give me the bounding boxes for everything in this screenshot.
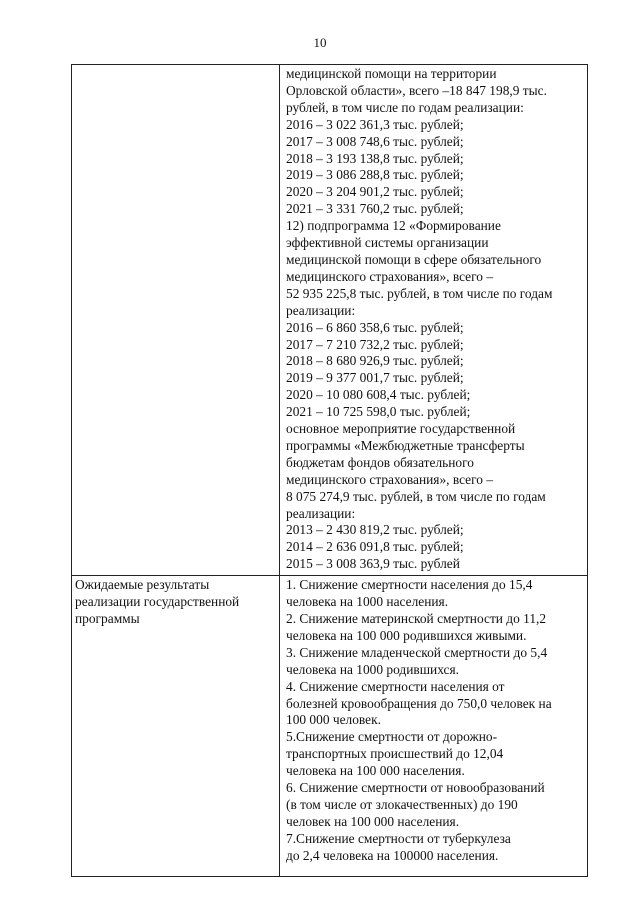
text-line: 7.Снижение смертности от туберкулеза bbox=[286, 830, 511, 846]
text-line: человека на 100 000 населения. bbox=[286, 763, 465, 779]
text-line: человек на 100 000 населения. bbox=[286, 813, 460, 829]
text-line: медицинской помощи на территории bbox=[286, 66, 497, 81]
text-line: реализации государственной bbox=[75, 594, 240, 610]
text-line: 2020 – 10 080 608,4 тыс. рублей; bbox=[286, 387, 471, 403]
text-line: болезней кровообращения до 750,0 человек на bbox=[286, 695, 552, 711]
page-number: 10 bbox=[313, 35, 327, 50]
results-label-cell bbox=[72, 576, 280, 877]
text-line: 2019 – 9 377 001,7 тыс. рублей; bbox=[286, 370, 464, 386]
text-line: человека на 1000 родившихся. bbox=[286, 661, 459, 677]
table-row-funding bbox=[72, 65, 588, 576]
text-line: 2018 – 3 193 138,8 тыс. рублей; bbox=[286, 150, 464, 166]
text-line: человека на 100 000 родившихся живыми. bbox=[286, 627, 527, 643]
text-line: 6. Снижение смертности от новообразований bbox=[286, 780, 545, 796]
text-line: 1. Снижение смертности населения до 15,4 bbox=[286, 577, 533, 593]
funding-text bbox=[280, 65, 587, 575]
text-line: 2021 – 3 331 760,2 тыс. рублей; bbox=[286, 201, 464, 217]
text-line: 100 000 человек. bbox=[286, 712, 381, 728]
text-line: рублей, в том числе по годам реализации: bbox=[286, 99, 524, 115]
text-line: 2. Снижение материнской смертности до 11,2 bbox=[286, 611, 547, 626]
text-line: бюджетам фондов обязательного bbox=[286, 454, 474, 470]
text-line: 52 935 225,8 тыс. рублей, в том числе по годам bbox=[286, 285, 553, 301]
text-line: реализации: bbox=[286, 302, 356, 318]
text-line: 2014 – 2 636 091,8 тыс. рублей; bbox=[286, 539, 464, 555]
text-line: 2020 – 3 204 901,2 тыс. рублей; bbox=[286, 184, 464, 200]
text-line: 2021 – 10 725 598,0 тыс. рублей; bbox=[286, 404, 471, 420]
text-line: эффективной системы организации bbox=[286, 235, 489, 251]
text-line: 2019 – 3 086 288,8 тыс. рублей; bbox=[286, 167, 464, 183]
text-line: 5.Снижение смертности от дорожно- bbox=[286, 729, 498, 745]
text-line: реализации: bbox=[286, 505, 356, 521]
text-line: 2018 – 8 680 926,9 тыс. рублей; bbox=[286, 353, 464, 369]
text-line: программы «Межбюджетные трансферты bbox=[286, 437, 525, 453]
text-line: Орловской области», всего –18 847 198,9 тыс. bbox=[286, 82, 547, 98]
text-line: медицинского страхования», всего – bbox=[286, 268, 494, 284]
text-line: 12) подпрограмма 12 «Формирование bbox=[286, 218, 501, 234]
text-line: 2016 – 3 022 361,3 тыс. рублей; bbox=[286, 116, 464, 132]
results-label-text bbox=[72, 576, 279, 630]
text-line: 2017 – 7 210 732,2 тыс. рублей; bbox=[286, 336, 464, 352]
text-line: программы bbox=[75, 611, 140, 626]
program-passport-table bbox=[71, 64, 588, 877]
text-line: транспортных происшествий до 12,04 bbox=[286, 746, 504, 762]
text-line: 3. Снижение младенческой смертности до 5,4 bbox=[286, 644, 548, 660]
text-line: до 2,4 человека на 100000 населения. bbox=[286, 847, 499, 863]
funding-label-cell bbox=[72, 65, 280, 576]
results-text bbox=[280, 576, 587, 866]
text-line: 2013 – 2 430 819,2 тыс. рублей; bbox=[286, 522, 464, 538]
funding-value-cell bbox=[280, 65, 588, 576]
text-line: 2017 – 3 008 748,6 тыс. рублей; bbox=[286, 133, 464, 149]
text-line: (в том числе от злокачественных) до 190 bbox=[286, 796, 518, 812]
text-line: Ожидаемые результаты bbox=[75, 577, 210, 593]
table-row-results bbox=[72, 576, 588, 877]
text-line: 4. Снижение смертности населения от bbox=[286, 678, 505, 694]
text-line: 2015 – 3 008 363,9 тыс. рублей bbox=[286, 556, 460, 572]
text-line: основное мероприятие государственной bbox=[286, 421, 516, 437]
text-line: медицинского страхования», всего – bbox=[286, 471, 494, 487]
text-line: 2016 – 6 860 358,6 тыс. рублей; bbox=[286, 319, 464, 335]
text-line: медицинской помощи в сфере обязательного bbox=[286, 251, 542, 267]
text-line: 8 075 274,9 тыс. рублей, в том числе по годам bbox=[286, 488, 546, 504]
results-value-cell bbox=[280, 576, 588, 877]
text-line: человека на 1000 населения. bbox=[286, 594, 449, 610]
